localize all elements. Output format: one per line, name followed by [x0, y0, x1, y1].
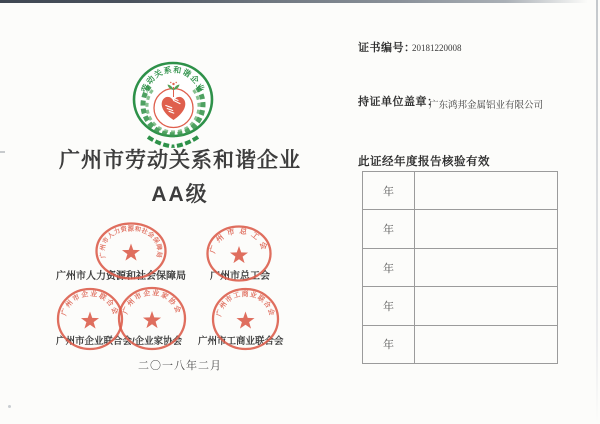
red-seal-industry-commerce-federation: [211, 287, 280, 351]
table-row: [363, 248, 557, 286]
holder-seal-label: 持证单位盖章：: [358, 96, 439, 108]
year-cell: 年: [363, 210, 415, 247]
red-seal-human-resources-bureau: [94, 221, 168, 281]
annual-verification-table: [362, 171, 558, 364]
seal-star-icon: [122, 244, 140, 261]
blank-cell: [415, 287, 557, 324]
org-label-enterprise-federation: 广州市企业联合会/企业家协会: [56, 336, 183, 347]
seal-arc-text: 广州市工商业联合会: [215, 290, 276, 318]
seal-arc-text: 广州市企业联合会: [61, 290, 119, 317]
scan-speck: [0, 151, 5, 153]
org-label-federation-trade-unions: 广州市总工会: [210, 271, 270, 282]
year-cell: 年: [363, 326, 415, 363]
title-grade-aa: AA级: [151, 183, 209, 206]
red-seal-enterprise-federation: [56, 287, 124, 351]
org-label-human-resources-bureau: 广州市人力资源和社会保障局: [56, 271, 186, 282]
seal-arc-text: 广州市人力资源和社会保障局: [99, 225, 163, 259]
scan-artifact-top-line: [0, 0, 588, 3]
harmonious-labor-emblem-icon: [128, 56, 218, 148]
year-cell: 年: [363, 249, 415, 286]
holder-company-name: 广东鸿邦金属铝业有限公司: [429, 101, 544, 111]
table-row: [363, 209, 557, 247]
year-cell: 年: [363, 287, 415, 324]
certificate-number-value: 20181220008: [412, 43, 462, 53]
certificate-title: [30, 149, 330, 207]
title-line-1: 广州市劳动关系和谐企业: [59, 149, 301, 172]
seal-star-icon: [230, 246, 248, 263]
red-seal-federation-trade-unions: [205, 224, 273, 283]
certificate-number-label: 证书编号：: [358, 42, 416, 54]
seal-star-icon: [81, 312, 99, 329]
scan-speck: [8, 405, 11, 408]
table-row: [363, 172, 557, 209]
red-seal-entrepreneurs-association: [117, 286, 187, 351]
blank-cell: [415, 172, 557, 209]
blank-cell: [415, 210, 557, 247]
scan-artifact-right-edge: [596, 0, 598, 424]
issue-date: 二〇一八年二月: [138, 360, 222, 372]
seal-star-icon: [143, 311, 161, 328]
seal-arc-text: 广州市总工会: [207, 226, 271, 255]
org-label-industry-commerce-federation: 广州市工商业联合会: [198, 336, 284, 347]
table-row: [363, 286, 557, 324]
year-cell: 年: [363, 172, 415, 209]
seal-star-icon: [236, 312, 254, 329]
blank-cell: [415, 326, 557, 363]
emblem-arc-text: 劳动关系和谐企业: [139, 65, 207, 94]
table-row: [363, 325, 557, 363]
annual-verification-note: 此证经年度报告核验有效: [358, 156, 490, 168]
seal-arc-text: 广州市企业家协会: [122, 289, 182, 316]
blank-cell: [415, 249, 557, 286]
